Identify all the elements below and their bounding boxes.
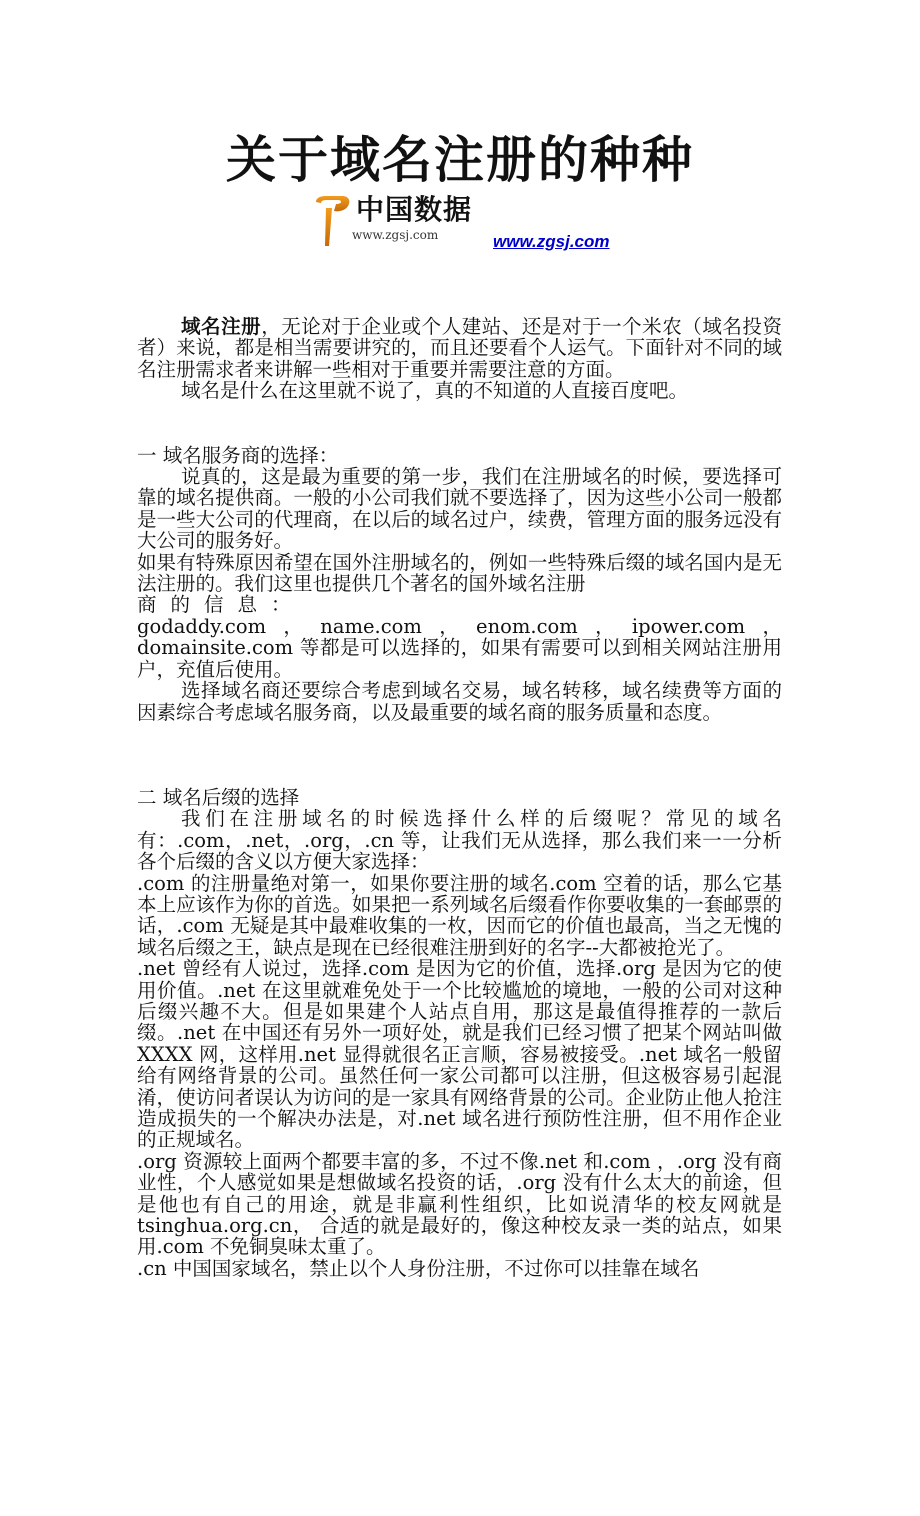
site-link[interactable]: www.zgsj.com — [493, 232, 610, 251]
section-2-org-paragraph: .org 资源较上面两个都要丰富的多，不过不像.net 和.com ，.org 没有商业性，个人感觉如果是想做域名投资的话，.org 没有什么太大的前途，但是他也有自己的用途，就是非赢利性组织，比如说清华的校友网就是 tsinghua.org.cn， 合适的就是最好的，像这种校友录一类的站点，如果用.com 不免铜臭味太重了。 — [137, 1149, 782, 1259]
section-2-net-paragraph: .net 曾经有人说过，选择.com 是因为它的价值，选择.org 是因为它的使用价值。.net 在这里就难免处于一个比较尴尬的境地，一般的公司对这种后缀兴趣不大。但是如果建个人站点自用，那这是最值得推荐的一款后缀。.net 在中国还有另外一项好处，就是我们已经习惯了把某个网站叫做 XXXX 网，这样用.net 显得就很名正言顺，容易被接受。.net 域名一般留给有网络背景的公司。虽然任何一家公司都可以注册，但这极容易引起混淆，使访问者误认为访问的是一家具有网络背景的公司。企业防止他人抢注造成损失的一个解决办法是，对.net 域名进行预防性注册，但不用作企业的正规域名。 — [137, 957, 782, 1152]
intro-paragraph — [137, 316, 782, 380]
section-1-paragraph-3: 选择域名商还要综合考虑到域名交易，域名转移，域名续费等方面的因素综合考虑域名服务商，以及最重要的域名商的服务质量和态度。 — [137, 679, 782, 724]
spacer — [137, 402, 782, 445]
section-2-paragraph-1: 我们在注册域名的时候选择什么样的后缀呢？常见的域名有：.com，.net，.org，.cn 等，让我们无从选择，那么我们来一一分析各个后缀的含义以方便大家选择： — [137, 807, 782, 874]
brand-logo-url: www.zgsj.com — [352, 228, 439, 242]
intro-bold-term: 域名注册 — [181, 315, 262, 338]
spacer — [137, 723, 782, 787]
section-1-paragraph-2-cont: godaddy.com，name.com，enom.com，ipower.com，domainsite.com 等都是可以选择的，如果有需要可以到相关网站注册用户，充值后使用。 — [137, 614, 782, 681]
section-2-cn-paragraph: .cn 中国国家域名，禁止以个人身份注册，不过你可以挂靠在域名 — [137, 1256, 700, 1280]
document-title: 关于域名注册的种种 — [226, 131, 694, 189]
section-1-paragraph-1: 说真的，这是最为重要的第一步，我们在注册域名的时候，要选择可靠的域名提供商。一般的小公司我们就不要选择了，因为这些小公司一般都是一些大公司的代理商，在以后的域名过户，续费，管理方面的服务远没有大公司的服务好。 — [137, 465, 782, 553]
section-1-paragraph-2 — [137, 552, 782, 680]
brand-logo-mark-icon — [312, 194, 352, 250]
brand-logo-text: 中国数据 — [356, 193, 473, 226]
section-2-com-paragraph: .com 的注册量绝对第一，如果你要注册的域名.com 空着的话，那么它基本上应该作为你的首选。如果把一系列域名后缀看作你要收集的一套邮票的话，.com 无疑是其中最难收集的一枚，因而它的价值也最高，当之无愧的域名后缀之王，缺点是现在已经很难注册到好的名字--大都被抢光了。 — [137, 871, 782, 959]
document-body — [137, 316, 782, 1279]
section-1-heading: 一 域名服务商的选择： — [137, 443, 339, 467]
brand-logo — [312, 194, 480, 250]
intro-paragraph-text: ，无论对于企业或个人建站、还是对于一个米农（域名投资者）来说，都是相当需要讲究的，而且还要看个人运气。下面针对不同的域名注册需求者来讲解一些相对于重要并需要注意的方面。 — [137, 315, 782, 381]
section-1-paragraph-2-text: 如果有特殊原因希望在国外注册域名的，例如一些特殊后缀的域名国内是无法注册的。我们这里也提供几个著名的国外域名注册 — [137, 550, 782, 596]
section-2-heading: 二 域名后缀的选择 — [137, 785, 300, 809]
section-1-paragraph-2-spread: 商的信息： — [137, 593, 305, 617]
intro-paragraph-2: 域名是什么在这里就不说了，真的不知道的人直接百度吧。 — [181, 379, 689, 403]
